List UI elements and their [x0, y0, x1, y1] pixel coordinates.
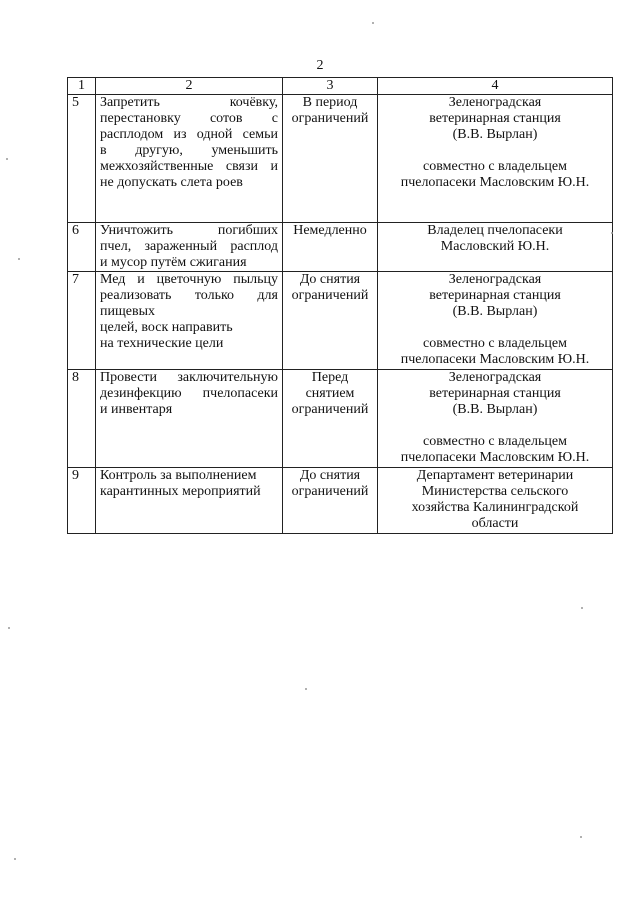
- term-line: Немедленно: [293, 223, 367, 238]
- action-line: дезинфекцию пчелопасеки: [100, 386, 278, 401]
- term-cell: [283, 272, 378, 370]
- row-number: 6: [68, 223, 96, 272]
- blank-line: [382, 143, 608, 159]
- action-cell: [96, 272, 283, 370]
- row-number: 5: [68, 95, 96, 223]
- action-line: Уничтожить погибших: [100, 223, 278, 238]
- responsible-line: Масловский Ю.Н.: [440, 239, 550, 254]
- table-row: [68, 468, 613, 534]
- action-cell: [96, 370, 283, 468]
- action-cell: [96, 223, 283, 272]
- responsible-line: Владелец пчелопасеки: [427, 223, 563, 238]
- responsible-line: (В.В. Вырлан): [452, 304, 538, 319]
- responsible-line: ветеринарная станция: [429, 288, 561, 303]
- term-line: ограничений: [291, 484, 369, 499]
- action-line: на технические цели: [100, 336, 224, 351]
- scan-speck: [580, 836, 582, 838]
- scan-speck: [8, 627, 10, 629]
- responsible-line: хозяйства Калининградской: [411, 500, 579, 515]
- header-cell-3: 3: [283, 78, 378, 95]
- responsible-line: ветеринарная станция: [429, 386, 561, 401]
- row-number: 7: [68, 272, 96, 370]
- action-line: в другую, уменьшить: [100, 143, 278, 158]
- action-line: Провести заключительную: [100, 370, 278, 385]
- action-line: целей, воск направить: [100, 320, 233, 335]
- responsible-line: Зеленоградская: [448, 95, 542, 110]
- term-line: снятием: [305, 386, 355, 401]
- action-cell: [96, 468, 283, 534]
- responsible-cell: [378, 370, 613, 468]
- responsible-cell: [378, 95, 613, 223]
- responsible-line: совместно с владельцем: [423, 159, 567, 174]
- header-cell-4: 4: [378, 78, 613, 95]
- action-line: карантинных мероприятий: [100, 484, 261, 499]
- term-cell: [283, 95, 378, 223]
- action-line: перестановку сотов с: [100, 111, 278, 126]
- responsible-line: ветеринарная станция: [429, 111, 561, 126]
- term-line: В период: [302, 95, 358, 110]
- responsible-line: области: [471, 516, 519, 531]
- responsible-cell: [378, 272, 613, 370]
- responsible-line: пчелопасеки Масловским Ю.Н.: [400, 450, 590, 465]
- term-cell: [283, 468, 378, 534]
- term-cell: [283, 370, 378, 468]
- term-line: Перед: [311, 370, 349, 385]
- responsible-line: Департамент ветеринарии: [416, 468, 574, 483]
- table-row: [68, 370, 613, 468]
- responsible-cell: [378, 223, 613, 272]
- table-row: [68, 272, 613, 370]
- responsible-line: пчелопасеки Масловским Ю.Н.: [400, 352, 590, 367]
- blank-line: [382, 320, 608, 336]
- responsible-line: пчелопасеки Масловским Ю.Н.: [400, 175, 590, 190]
- table-row: [68, 95, 613, 223]
- table-header-row: [68, 78, 613, 95]
- page-number: 2: [316, 58, 324, 73]
- action-line: Запретить кочёвку,: [100, 95, 278, 110]
- scan-speck: [581, 607, 583, 609]
- responsible-line: Зеленоградская: [448, 370, 542, 385]
- action-line: расплодом из одной семьи: [100, 127, 278, 142]
- action-line: не допускать слета роев: [100, 175, 243, 190]
- action-line: Контроль за выполнением: [100, 468, 257, 483]
- responsible-line: Зеленоградская: [448, 272, 542, 287]
- action-line: пчел, зараженный расплод: [100, 239, 278, 254]
- action-line: реализовать только для: [100, 288, 278, 303]
- blank-line: [382, 418, 608, 434]
- term-line: ограничений: [291, 288, 369, 303]
- term-cell: [283, 223, 378, 272]
- term-line: До снятия: [299, 468, 361, 483]
- responsible-line: (В.В. Вырлан): [452, 127, 538, 142]
- responsible-line: Министерства сельского: [421, 484, 569, 499]
- action-line: и инвентаря: [100, 402, 173, 417]
- scan-speck: [14, 858, 16, 860]
- action-line: Мед и цветочную пыльцу: [100, 272, 278, 287]
- measures-table: [67, 77, 613, 534]
- responsible-line: совместно с владельцем: [423, 434, 567, 449]
- scan-speck: [6, 158, 8, 160]
- action-line: межхозяйственные связи и: [100, 159, 278, 174]
- row-number: 9: [68, 468, 96, 534]
- responsible-cell: [378, 468, 613, 534]
- action-line: пищевых: [100, 304, 155, 319]
- table-row: [68, 223, 613, 272]
- term-line: До снятия: [299, 272, 361, 287]
- scan-speck: [18, 258, 20, 260]
- term-line: ограничений: [291, 402, 369, 417]
- scan-speck: [372, 22, 374, 24]
- responsible-line: (В.В. Вырлан): [452, 402, 538, 417]
- scan-speck: [611, 232, 613, 234]
- action-line: и мусор путём сжигания: [100, 255, 247, 270]
- header-cell-1: 1: [68, 78, 96, 95]
- scan-speck: [305, 688, 307, 690]
- action-cell: [96, 95, 283, 223]
- row-number: 8: [68, 370, 96, 468]
- responsible-line: совместно с владельцем: [423, 336, 567, 351]
- term-line: ограничений: [291, 111, 369, 126]
- header-cell-2: 2: [96, 78, 283, 95]
